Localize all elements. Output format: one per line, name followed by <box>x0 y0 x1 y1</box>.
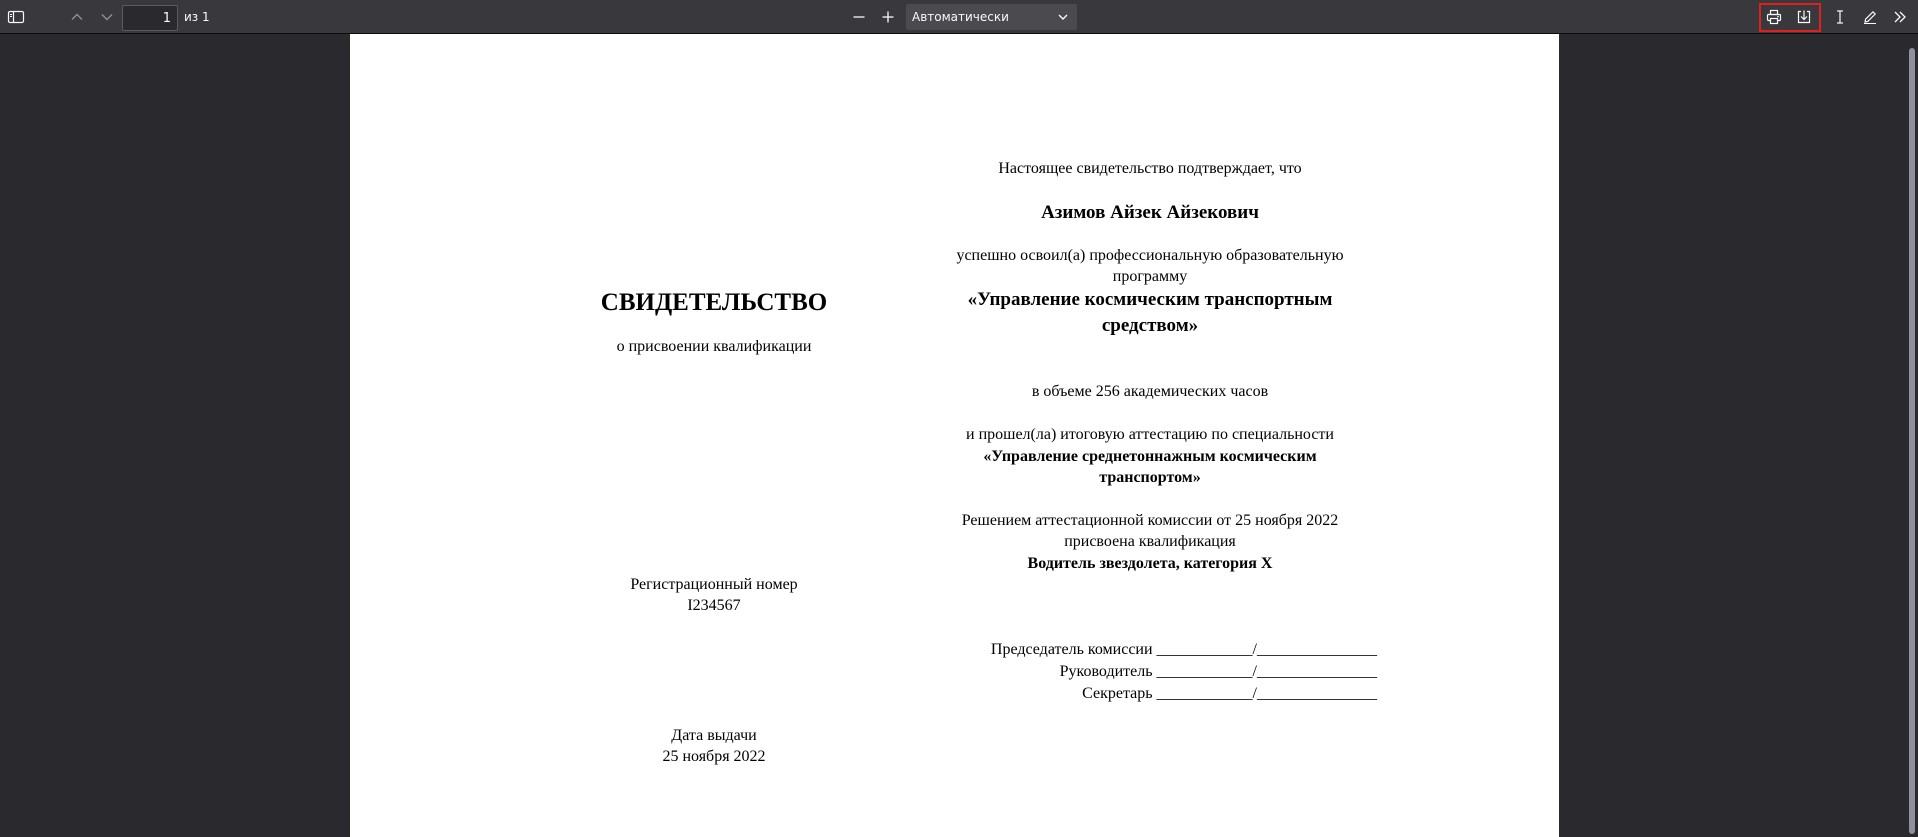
chevron-down-icon <box>1057 12 1069 22</box>
issue-date: 25 ноября 2022 <box>662 748 766 765</box>
specialty-line2: транспортом» <box>1099 469 1201 486</box>
issue-date-label: Дата выдачи <box>671 727 757 744</box>
text-cursor-icon <box>1832 9 1848 25</box>
certificate-title: СВИДЕТЕЛЬСТВО <box>600 289 828 316</box>
chevron-down-icon <box>99 9 115 25</box>
specialty-line1: «Управление среднетоннажным космическим <box>983 448 1317 465</box>
qualification-name: Водитель звездолета, категория X <box>1027 555 1273 572</box>
decision-line1: Решением аттестационной комиссии от 25 ноября 2022 <box>961 512 1339 529</box>
zoom-select[interactable] <box>906 4 1077 30</box>
signature-chairman: Председатель комиссии ____________/_______________ <box>990 641 1377 658</box>
tools-menu-button[interactable] <box>1887 4 1913 30</box>
draw-tool-button[interactable] <box>1857 4 1883 30</box>
registration-number: I234567 <box>687 597 741 614</box>
person-name: Азимов Айзек Айзекович <box>1041 202 1259 223</box>
signature-secretary: Секретарь ____________/_______________ <box>1082 685 1377 702</box>
printer-icon <box>1766 9 1782 25</box>
zoom-select-value: Автоматически <box>912 10 1009 24</box>
pencil-icon <box>1862 9 1878 25</box>
chevron-up-icon <box>69 9 85 25</box>
page-number-input[interactable]: 1 <box>122 5 178 31</box>
decision-line2: присвоена квалификация <box>1064 533 1236 550</box>
certificate-subtitle: о присвоении квалификации <box>616 338 812 355</box>
sidebar-toggle-icon <box>7 9 25 25</box>
signature-director: Руководитель ____________/_______________ <box>1059 663 1377 680</box>
zoom-in-button[interactable] <box>875 4 901 30</box>
registration-label: Регистрационный номер <box>630 576 798 593</box>
hours-text: в объеме 256 академических часов <box>1031 383 1269 400</box>
program-name-line2: средством» <box>1101 315 1199 336</box>
print-button[interactable] <box>1761 4 1787 30</box>
text-tool-button[interactable] <box>1827 4 1853 30</box>
previous-page-button[interactable] <box>64 4 90 30</box>
mastered-text-line1: успешно освоил(а) профессиональную образовательную <box>956 247 1344 264</box>
document-viewer[interactable] <box>0 34 1918 837</box>
next-page-button[interactable] <box>94 4 120 30</box>
mastered-text-line2: программу <box>1112 268 1188 285</box>
download-icon <box>1796 9 1812 25</box>
program-name-line1: «Управление космическим транспортным <box>967 289 1333 310</box>
pdf-toolbar <box>0 0 1918 34</box>
pdf-page <box>350 34 1559 837</box>
intro-text: Настоящее свидетельство подтверждает, что <box>998 160 1302 177</box>
save-button[interactable] <box>1791 4 1817 30</box>
minus-icon <box>851 9 867 25</box>
sidebar-toggle-button[interactable] <box>3 4 29 30</box>
vertical-scrollbar[interactable] <box>1909 48 1915 834</box>
plus-icon <box>880 9 896 25</box>
double-chevron-right-icon <box>1892 9 1908 25</box>
zoom-out-button[interactable] <box>846 4 872 30</box>
attestation-text: и прошел(ла) итоговую аттестацию по специальности <box>966 426 1334 443</box>
page-count-label: из 1 <box>184 10 210 24</box>
